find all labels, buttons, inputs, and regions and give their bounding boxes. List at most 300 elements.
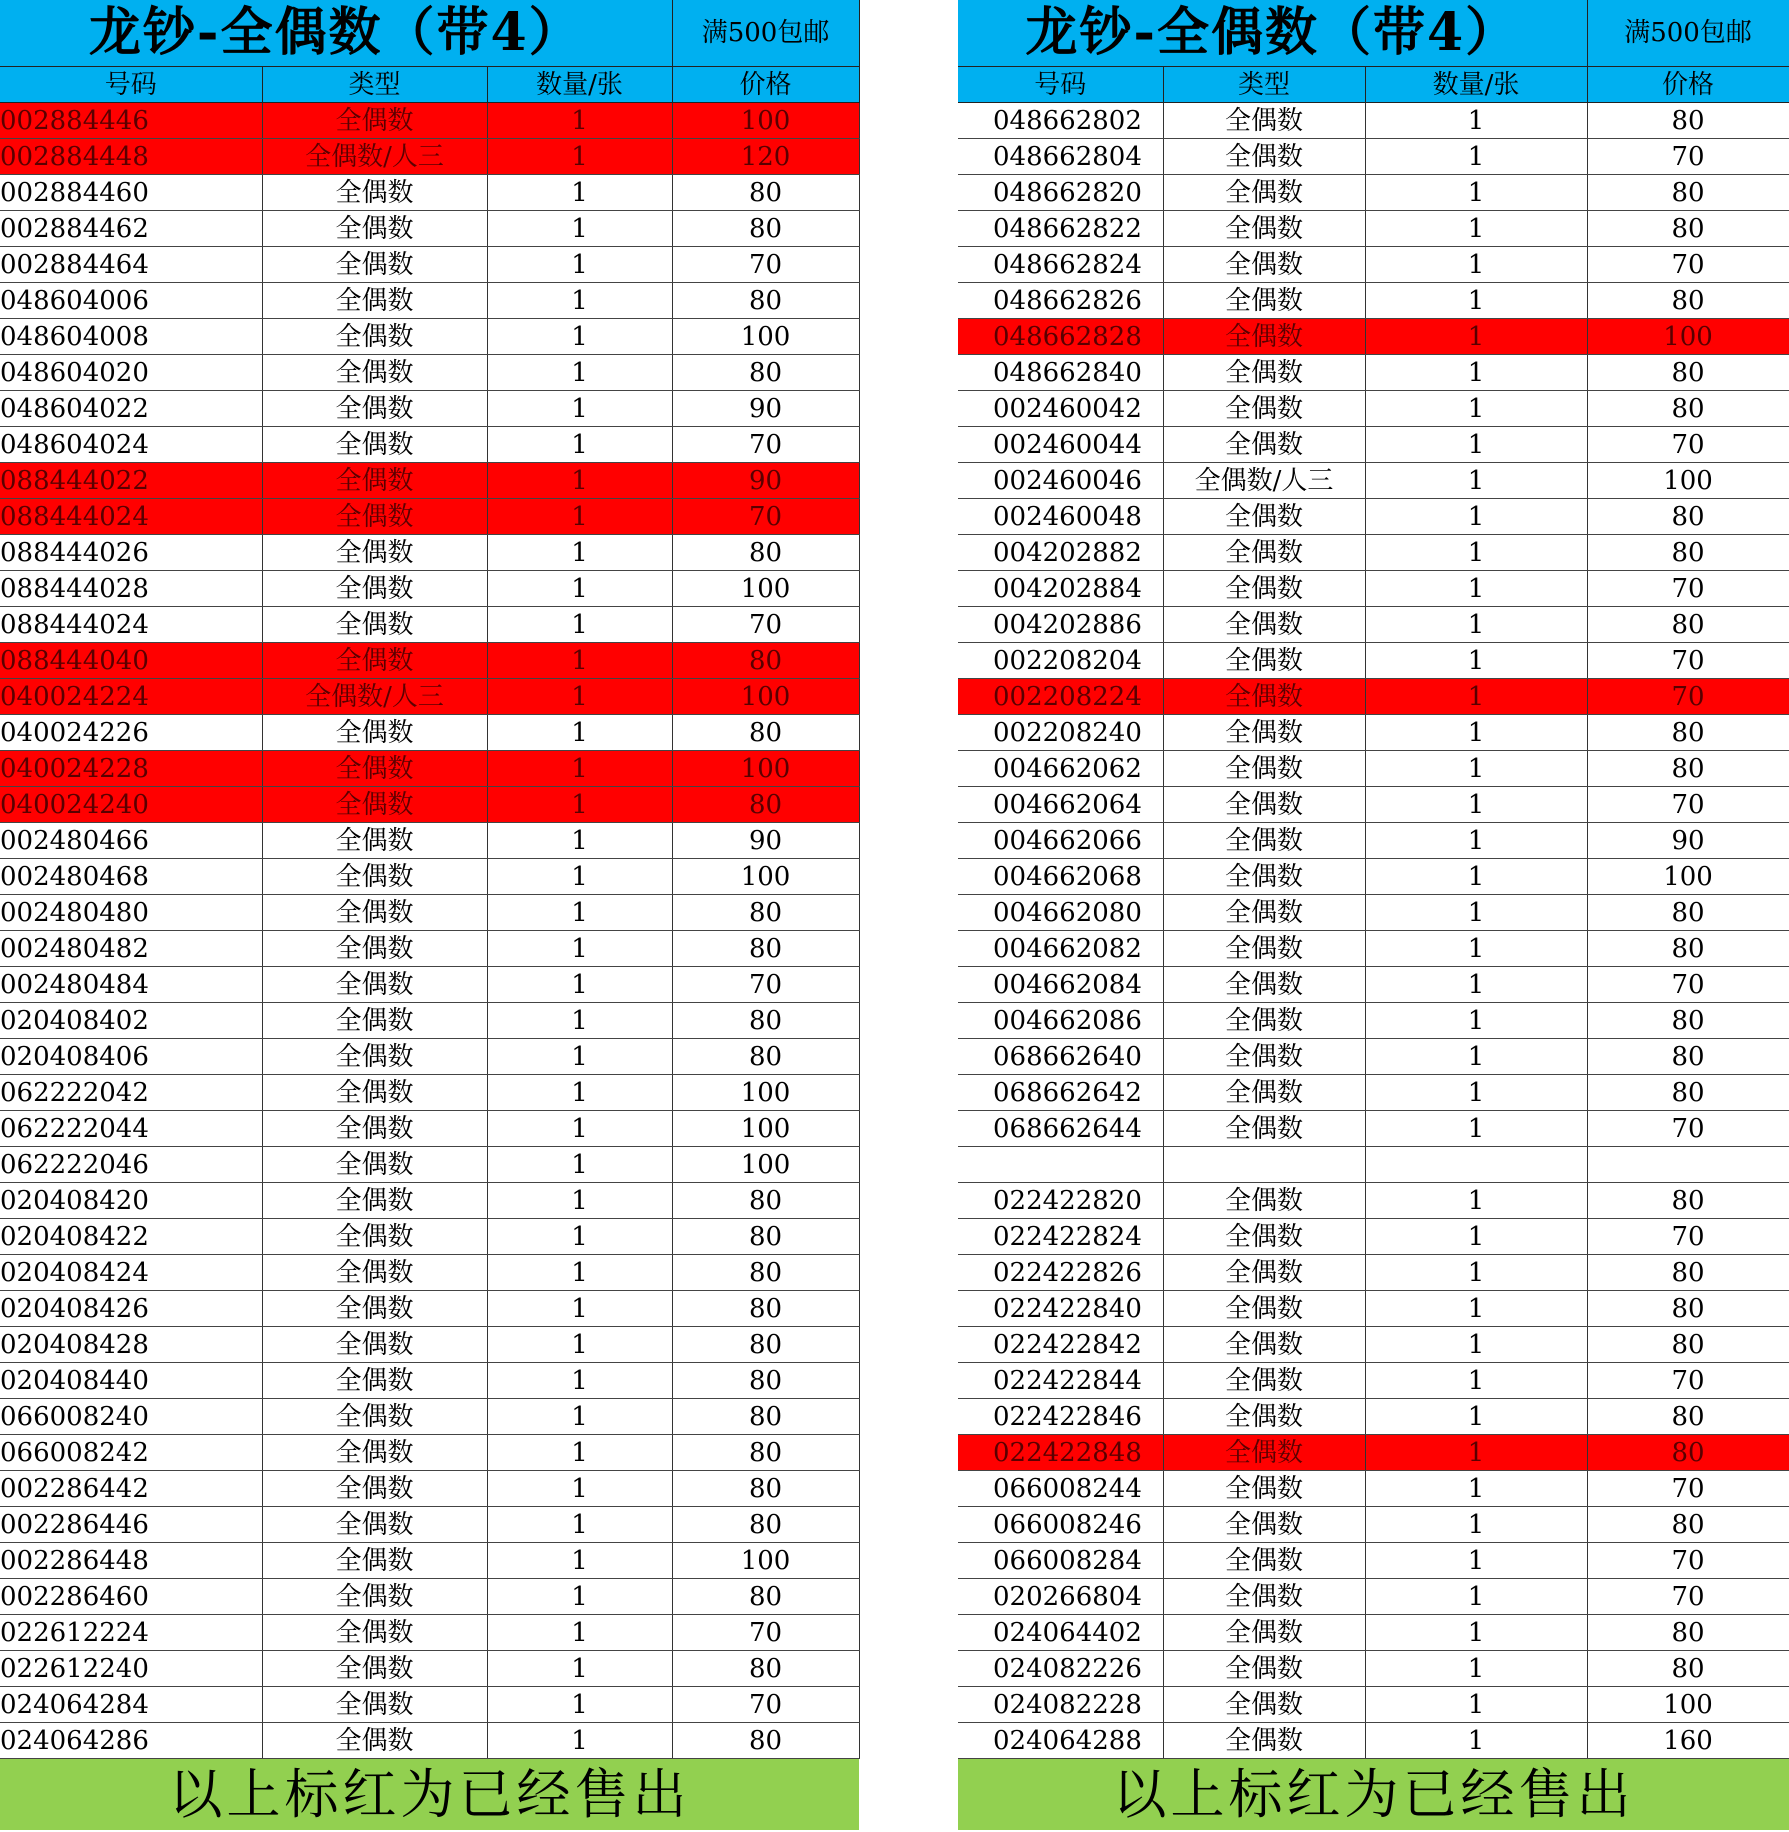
cell-type: 全偶数 [262, 1255, 487, 1291]
cell-type: 全偶数 [1163, 535, 1365, 571]
cell-code: 066008284 [958, 1543, 1163, 1579]
cell-code: 048662820 [958, 175, 1163, 211]
cell-type: 全偶数 [262, 1183, 487, 1219]
cell-type: 全偶数 [262, 1075, 487, 1111]
cell-type: 全偶数 [262, 1687, 487, 1723]
cell-code: 002480480 [0, 895, 262, 931]
cell-price: 80 [1587, 103, 1789, 139]
cell-type: 全偶数 [262, 1003, 487, 1039]
cell-code: 002884448 [0, 139, 262, 175]
cell-type: 全偶数 [1163, 1687, 1365, 1723]
cell-code: 040024228 [0, 751, 262, 787]
table-row [958, 1615, 1789, 1651]
cell-quantity: 1 [487, 1579, 672, 1615]
cell-price: 100 [672, 859, 859, 895]
cell-price: 80 [1587, 1255, 1789, 1291]
cell-price: 70 [1587, 1111, 1789, 1147]
cell-quantity: 1 [487, 1255, 672, 1291]
table-row [0, 1399, 859, 1435]
cell-type: 全偶数 [262, 895, 487, 931]
footer-row [958, 1759, 1789, 1831]
table-row [958, 751, 1789, 787]
table-row [0, 967, 859, 1003]
table-row-sold [0, 679, 859, 715]
cell-code: 088444024 [0, 607, 262, 643]
table-row [0, 1039, 859, 1075]
cell-quantity: 1 [1365, 1651, 1587, 1687]
cell-type: 全偶数 [1163, 787, 1365, 823]
cell-price: 70 [1587, 1471, 1789, 1507]
cell-type: 全偶数 [262, 1039, 487, 1075]
cell-quantity: 1 [487, 1327, 672, 1363]
cell-code: 020408428 [0, 1327, 262, 1363]
cell-type: 全偶数 [262, 463, 487, 499]
cell-code: 066008244 [958, 1471, 1163, 1507]
cell-price: 80 [1587, 355, 1789, 391]
cell-type: 全偶数 [1163, 1327, 1365, 1363]
cell-code: 022422844 [958, 1363, 1163, 1399]
cell-price: 70 [672, 607, 859, 643]
cell-code: 048662824 [958, 247, 1163, 283]
cell-price: 80 [1587, 751, 1789, 787]
cell-quantity: 1 [1365, 499, 1587, 535]
cell-price: 90 [672, 391, 859, 427]
table-row [0, 1255, 859, 1291]
cell-type: 全偶数 [262, 319, 487, 355]
cell-type: 全偶数 [262, 967, 487, 1003]
cell-type: 全偶数 [262, 1471, 487, 1507]
title-row [0, 0, 859, 67]
cell-code: 048604022 [0, 391, 262, 427]
cell-price: 100 [1587, 859, 1789, 895]
cell-code: 002460046 [958, 463, 1163, 499]
table-row [958, 895, 1789, 931]
table-row [958, 1687, 1789, 1723]
cell-type: 全偶数 [262, 859, 487, 895]
table-row [958, 175, 1789, 211]
cell-quantity: 1 [1365, 103, 1587, 139]
cell-quantity: 1 [1365, 823, 1587, 859]
cell-type: 全偶数 [262, 211, 487, 247]
table-row [0, 1615, 859, 1651]
table-row [0, 175, 859, 211]
cell-code: 088444022 [0, 463, 262, 499]
table-row [0, 571, 859, 607]
cell-quantity: 1 [487, 787, 672, 823]
table-row [0, 1363, 859, 1399]
table-row-sold [0, 751, 859, 787]
cell-code: 002208224 [958, 679, 1163, 715]
cell-type: 全偶数 [1163, 247, 1365, 283]
table-row [0, 247, 859, 283]
cell-type: 全偶数 [1163, 1363, 1365, 1399]
cell-type: 全偶数 [1163, 211, 1365, 247]
cell-quantity: 1 [1365, 1579, 1587, 1615]
cell-code: 022612240 [0, 1651, 262, 1687]
cell-type: 全偶数 [262, 1399, 487, 1435]
cell-type: 全偶数 [1163, 283, 1365, 319]
cell-code: 024064288 [958, 1723, 1163, 1759]
cell-quantity: 1 [487, 1363, 672, 1399]
cell-price: 80 [672, 1471, 859, 1507]
table-row [958, 1399, 1789, 1435]
table-row [958, 211, 1789, 247]
cell-price: 80 [1587, 1183, 1789, 1219]
table-row [958, 1363, 1789, 1399]
cell-price: 80 [1587, 1039, 1789, 1075]
cell-price: 80 [1587, 391, 1789, 427]
cell-quantity: 1 [487, 715, 672, 751]
cell-price: 90 [672, 463, 859, 499]
cell-type: 全偶数 [262, 283, 487, 319]
table-row [0, 427, 859, 463]
cell-type: 全偶数 [262, 355, 487, 391]
cell-quantity: 1 [487, 463, 672, 499]
cell-code: 022422842 [958, 1327, 1163, 1363]
cell-code: 002208204 [958, 643, 1163, 679]
cell-code: 004202886 [958, 607, 1163, 643]
price-table [958, 0, 1789, 1830]
cell-quantity: 1 [487, 1723, 672, 1759]
cell-code: 040024240 [0, 787, 262, 823]
table-row [0, 1291, 859, 1327]
cell-type: 全偶数 [262, 1507, 487, 1543]
cell-type: 全偶数 [1163, 751, 1365, 787]
cell-quantity: 1 [487, 859, 672, 895]
cell-price: 120 [672, 139, 859, 175]
cell-type: 全偶数 [1163, 391, 1365, 427]
cell-price: 80 [1587, 283, 1789, 319]
cell-code: 022422824 [958, 1219, 1163, 1255]
cell-code: 002286448 [0, 1543, 262, 1579]
cell-quantity: 1 [487, 535, 672, 571]
cell-quantity: 1 [1365, 967, 1587, 1003]
cell-code: 048662802 [958, 103, 1163, 139]
cell-quantity: 1 [1365, 1435, 1587, 1471]
cell-quantity: 1 [1365, 175, 1587, 211]
table-row [0, 931, 859, 967]
cell-price: 80 [1587, 715, 1789, 751]
cell-quantity: 1 [1365, 1003, 1587, 1039]
cell-price: 80 [672, 355, 859, 391]
table-row [958, 1003, 1789, 1039]
cell-quantity: 1 [1365, 247, 1587, 283]
cell-price: 100 [1587, 319, 1789, 355]
cell-code [958, 1147, 1163, 1183]
cell-code: 048604020 [0, 355, 262, 391]
table-row [0, 355, 859, 391]
cell-type: 全偶数 [1163, 1399, 1365, 1435]
cell-price: 80 [672, 1435, 859, 1471]
cell-price: 80 [672, 283, 859, 319]
cell-quantity: 1 [487, 391, 672, 427]
table-row-sold [0, 463, 859, 499]
cell-price: 80 [1587, 1399, 1789, 1435]
cell-quantity [1365, 1147, 1587, 1183]
cell-quantity: 1 [487, 607, 672, 643]
price-sheet-right [958, 0, 1789, 1832]
cell-quantity: 1 [1365, 931, 1587, 967]
cell-price: 70 [1587, 1363, 1789, 1399]
cell-price: 80 [672, 1183, 859, 1219]
cell-price: 70 [672, 499, 859, 535]
cell-code: 002286460 [0, 1579, 262, 1615]
cell-price: 80 [1587, 1651, 1789, 1687]
header-code: 号码 [0, 67, 262, 103]
cell-code: 020408424 [0, 1255, 262, 1291]
cell-code: 020408422 [0, 1219, 262, 1255]
cell-type: 全偶数 [1163, 1471, 1365, 1507]
cell-price: 80 [1587, 1003, 1789, 1039]
cell-price: 70 [1587, 139, 1789, 175]
cell-price: 100 [1587, 1687, 1789, 1723]
cell-quantity: 1 [487, 571, 672, 607]
cell-quantity: 1 [1365, 1075, 1587, 1111]
cell-quantity: 1 [487, 211, 672, 247]
cell-code: 068662642 [958, 1075, 1163, 1111]
cell-code: 040024224 [0, 679, 262, 715]
cell-quantity: 1 [1365, 319, 1587, 355]
table-row [0, 607, 859, 643]
cell-quantity: 1 [487, 1219, 672, 1255]
table-row [958, 859, 1789, 895]
table-row [958, 1579, 1789, 1615]
cell-price: 80 [672, 1003, 859, 1039]
table-row [958, 1471, 1789, 1507]
cell-price: 80 [1587, 535, 1789, 571]
cell-price: 100 [672, 1111, 859, 1147]
cell-price: 100 [672, 571, 859, 607]
table-row [958, 1723, 1789, 1759]
cell-type: 全偶数 [262, 643, 487, 679]
cell-quantity: 1 [1365, 391, 1587, 427]
header-quantity: 数量/张 [487, 67, 672, 103]
cell-type: 全偶数 [1163, 859, 1365, 895]
cell-quantity: 1 [487, 247, 672, 283]
cell-type: 全偶数 [262, 1651, 487, 1687]
cell-code: 066008240 [0, 1399, 262, 1435]
cell-price: 80 [672, 175, 859, 211]
sheet-title: 龙钞-全偶数（带4） [0, 0, 672, 67]
cell-price: 70 [1587, 967, 1789, 1003]
table-row [0, 1651, 859, 1687]
cell-code: 088444026 [0, 535, 262, 571]
cell-quantity: 1 [1365, 715, 1587, 751]
cell-price: 80 [1587, 931, 1789, 967]
cell-price: 70 [672, 1615, 859, 1651]
table-row [958, 1111, 1789, 1147]
cell-code: 022422826 [958, 1255, 1163, 1291]
cell-price: 70 [1587, 1579, 1789, 1615]
cell-quantity: 1 [487, 427, 672, 463]
cell-code: 048604008 [0, 319, 262, 355]
cell-type: 全偶数 [1163, 355, 1365, 391]
cell-price: 80 [1587, 607, 1789, 643]
cell-type: 全偶数 [262, 607, 487, 643]
cell-quantity: 1 [1365, 571, 1587, 607]
table-row-sold [0, 787, 859, 823]
cell-code: 022422820 [958, 1183, 1163, 1219]
cell-code: 024082226 [958, 1651, 1163, 1687]
table-row [958, 463, 1789, 499]
cell-price: 80 [1587, 499, 1789, 535]
table-row [0, 1435, 859, 1471]
cell-quantity: 1 [487, 1435, 672, 1471]
cell-quantity: 1 [1365, 355, 1587, 391]
cell-quantity: 1 [1365, 211, 1587, 247]
sold-notice: 以上标红为已经售出 [958, 1759, 1789, 1831]
cell-type: 全偶数 [262, 1363, 487, 1399]
cell-code: 002460044 [958, 427, 1163, 463]
cell-price: 70 [1587, 679, 1789, 715]
cell-quantity: 1 [1365, 139, 1587, 175]
cell-price: 70 [1587, 1543, 1789, 1579]
cell-price: 80 [1587, 1075, 1789, 1111]
cell-code: 002286446 [0, 1507, 262, 1543]
cell-type: 全偶数 [262, 535, 487, 571]
cell-code: 002480468 [0, 859, 262, 895]
cell-price: 70 [1587, 427, 1789, 463]
cell-price [1587, 1147, 1789, 1183]
cell-quantity: 1 [487, 1003, 672, 1039]
cell-code: 020266804 [958, 1579, 1163, 1615]
cell-quantity: 1 [487, 139, 672, 175]
table-row [958, 499, 1789, 535]
header-type: 类型 [1163, 67, 1365, 103]
footer-row [0, 1759, 859, 1831]
cell-code: 004662064 [958, 787, 1163, 823]
cell-price: 80 [672, 1219, 859, 1255]
cell-price: 80 [1587, 895, 1789, 931]
cell-quantity: 1 [1365, 1543, 1587, 1579]
cell-quantity: 1 [1365, 895, 1587, 931]
cell-code: 020408406 [0, 1039, 262, 1075]
header-price: 价格 [1587, 67, 1789, 103]
cell-price: 80 [672, 787, 859, 823]
table-row [0, 859, 859, 895]
cell-type: 全偶数 [262, 1111, 487, 1147]
table-row [0, 283, 859, 319]
table-row [958, 139, 1789, 175]
table-row [0, 1471, 859, 1507]
cell-quantity: 1 [487, 499, 672, 535]
table-row [958, 1219, 1789, 1255]
cell-code: 062222044 [0, 1111, 262, 1147]
cell-type: 全偶数 [1163, 499, 1365, 535]
cell-price: 80 [672, 1579, 859, 1615]
cell-code: 062222042 [0, 1075, 262, 1111]
table-row-sold [0, 103, 859, 139]
table-row [958, 607, 1789, 643]
table-row [0, 1147, 859, 1183]
cell-quantity: 1 [487, 1147, 672, 1183]
cell-quantity: 1 [487, 751, 672, 787]
cell-code: 002480466 [0, 823, 262, 859]
cell-quantity: 1 [1365, 1399, 1587, 1435]
cell-quantity: 1 [487, 643, 672, 679]
cell-price: 100 [672, 679, 859, 715]
cell-type: 全偶数 [262, 751, 487, 787]
cell-quantity: 1 [487, 1471, 672, 1507]
cell-quantity: 1 [487, 103, 672, 139]
title-row [958, 0, 1789, 67]
table-row [958, 1651, 1789, 1687]
cell-type: 全偶数 [262, 787, 487, 823]
table-row [0, 895, 859, 931]
cell-quantity: 1 [1365, 463, 1587, 499]
cell-quantity: 1 [487, 679, 672, 715]
cell-type: 全偶数/人三 [1163, 463, 1365, 499]
table-row [0, 1183, 859, 1219]
cell-quantity: 1 [1365, 643, 1587, 679]
cell-price: 90 [1587, 823, 1789, 859]
cell-code: 002480484 [0, 967, 262, 1003]
cell-code: 004662086 [958, 1003, 1163, 1039]
cell-type: 全偶数 [1163, 427, 1365, 463]
cell-quantity: 1 [487, 1111, 672, 1147]
cell-type: 全偶数 [1163, 1435, 1365, 1471]
table-row [0, 1723, 859, 1759]
cell-quantity: 1 [1365, 283, 1587, 319]
cell-quantity: 1 [1365, 1615, 1587, 1651]
cell-code: 002460048 [958, 499, 1163, 535]
table-row [958, 967, 1789, 1003]
cell-type: 全偶数 [262, 571, 487, 607]
cell-type: 全偶数 [1163, 175, 1365, 211]
cell-price: 70 [672, 247, 859, 283]
sold-notice: 以上标红为已经售出 [0, 1759, 859, 1831]
table-row [958, 787, 1789, 823]
cell-code: 024064284 [0, 1687, 262, 1723]
cell-code: 062222046 [0, 1147, 262, 1183]
cell-type: 全偶数 [1163, 1039, 1365, 1075]
cell-type: 全偶数 [1163, 1183, 1365, 1219]
cell-code: 022612224 [0, 1615, 262, 1651]
table-row [0, 1327, 859, 1363]
cell-price: 80 [1587, 1435, 1789, 1471]
cell-type: 全偶数 [1163, 1543, 1365, 1579]
cell-price: 80 [672, 715, 859, 751]
cell-type: 全偶数 [262, 1327, 487, 1363]
table-row [958, 535, 1789, 571]
cell-code: 088444028 [0, 571, 262, 607]
cell-price: 80 [672, 211, 859, 247]
cell-price: 80 [1587, 1291, 1789, 1327]
cell-price: 70 [672, 1687, 859, 1723]
cell-code: 002884462 [0, 211, 262, 247]
table-row [958, 571, 1789, 607]
cell-quantity: 1 [1365, 1687, 1587, 1723]
cell-price: 80 [672, 1327, 859, 1363]
cell-type: 全偶数 [1163, 1723, 1365, 1759]
cell-price: 100 [672, 103, 859, 139]
cell-type: 全偶数 [262, 1543, 487, 1579]
cell-price: 80 [1587, 1507, 1789, 1543]
table-row [958, 103, 1789, 139]
cell-price: 80 [672, 643, 859, 679]
cell-code: 048604024 [0, 427, 262, 463]
cell-type: 全偶数 [262, 1147, 487, 1183]
table-row [958, 1147, 1789, 1183]
cell-quantity: 1 [487, 283, 672, 319]
cell-type: 全偶数 [1163, 1111, 1365, 1147]
table-row [958, 1183, 1789, 1219]
cell-code: 020408426 [0, 1291, 262, 1327]
cell-code: 004662080 [958, 895, 1163, 931]
cell-type: 全偶数 [1163, 1219, 1365, 1255]
cell-type: 全偶数 [262, 1615, 487, 1651]
header-row [0, 67, 859, 103]
